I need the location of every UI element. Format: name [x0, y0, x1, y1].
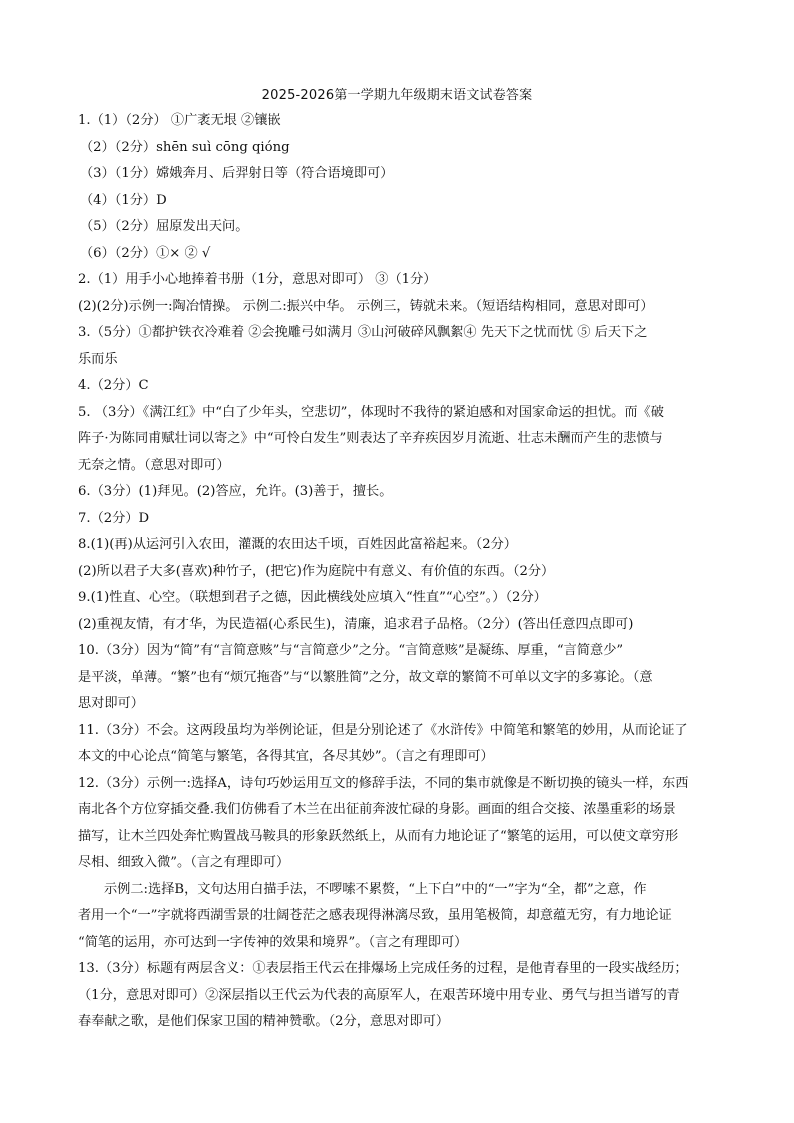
answer-line: （2）（2分）shēn suì cōng qióng: [80, 139, 290, 155]
document-title: 2025-2026第一学期九年级期末语文试卷答案: [261, 88, 533, 103]
answer-line: （1分，意思对即可）②深层指以王代云为代表的高原军人，在艰苦环境中用专业、勇气与担当谱写的青: [78, 987, 680, 1003]
answer-line: 是平淡，单薄。“繁”也有“烦冗拖沓”与“以繁胜简”之分，故文章的繁简不可单以文字的多寡论。（意: [78, 669, 653, 685]
answer-line: (2)重视友情，有才华，为民造福(心系民生)，清廉，追求君子品格。（2分）(答出任意四点即可): [78, 616, 634, 632]
answer-line: 思对即可）: [78, 696, 144, 711]
answer-line: 春奉献之歌，是他们保家卫国的精神赞歌。（2分，意思对即可）: [78, 1014, 450, 1029]
answer-line: 南北各个方位穿插交叠.我们仿佛看了木兰在出征前奔波忙碌的身影。画面的组合交接、浓墨重彩的场景: [78, 802, 676, 817]
answer-line: 示例二:选择B，文句达用白描手法，不啰嗦不累赘，“上下白”中的“一”字为“全，都”之意，作: [104, 881, 647, 897]
answer-line: 7.（2分）D: [78, 510, 150, 526]
answer-line: 12.（3分）示例一:选择A，诗句巧妙运用互文的修辞手法，不同的集市就像是不断切换的镜头一样，东西: [78, 775, 689, 791]
answer-line: 6.（3分）(1)拜见。(2)答应，允许。(3)善于，擅长。: [78, 484, 393, 499]
answer-line: 1.（1）（2分） ①广袤无垠 ②镶嵌: [78, 113, 281, 128]
answer-line: 2.（1）用手小心地捧着书册（1分，意思对即可） ③（1分）: [78, 272, 437, 287]
answer-line: 11.（3分）不会。这两段虽均为举例论证，但是分别论述了《水浒传》中简笔和繁笔的妙用，从而论证了: [78, 722, 688, 738]
answer-line: 13.（3分）标题有两层含义：①表层指王代云在排爆场上完成任务的过程，是他青春里的一段实战经历；: [78, 961, 688, 976]
answer-line: 9.(1)性直、心空。（联想到君子之德，因此横线处应填入“性直”“心空”。）（2分）: [78, 590, 547, 605]
answer-line: （3）（1分）嫦娥奔月、后羿射日等（符合语境即可）: [80, 166, 394, 181]
answer-content: [78, 108, 728, 1036]
answer-line: 无奈之情。（意思对即可）: [78, 457, 230, 473]
answer-line: “简笔的运用，亦可达到一字传神的效果和境界”。（言之有理即可）: [78, 934, 468, 950]
answer-line: (2)(2分)示例一:陶冶情操。 示例二:振兴中华。 示例三，铸就未来。（短语结构相同，意思对即可）: [78, 298, 654, 314]
answer-line: 本文的中心论点“简笔与繁笔，各得其宜，各尽其妙”。（言之有理即可）: [78, 749, 494, 764]
answer-line: 10.（3分）因为“简”有“言简意赅”与“言简意少”之分。“言简意赅”是凝练、厚重，“言简意少”: [78, 643, 624, 658]
answer-line: 描写，让木兰四处奔忙购置战马鞍具的形象跃然纸上，从而有力地论证了“繁笔的运用，可以使文章穷形: [78, 828, 679, 844]
answer-line: （4）（1分）D: [80, 192, 167, 208]
answer-line: 乐而乐: [78, 351, 118, 367]
answer-line: 3.（5分）①都护铁衣冷难着 ②会挽雕弓如满月 ③山河破碎风飘絮④ 先天下之忧而忧 ⑤ 后天下之: [78, 325, 648, 340]
answer-line: （6）（2分）①× ② √: [80, 245, 211, 261]
answer-line: (2)所以君子大多(喜欢)种竹子，(把它)作为庭院中有意义、有价值的东西。（2分）: [78, 563, 555, 579]
answer-line: 8.(1)(再)从运河引入农田，灌溉的农田达千顷，百姓因此富裕起来。（2分）: [78, 537, 517, 552]
answer-line: 阵子·为陈同甫赋壮词以寄之》中“可怜白发生”则表达了辛弃疾因岁月流逝、壮志未酬而产生的悲愤与: [78, 431, 663, 446]
answer-line: （5）（2分）屈原发出天问。: [80, 219, 249, 234]
answer-line: 4.（2分）C: [78, 378, 149, 393]
answer-line: 尽相、细致入微”。（言之有理即可）: [78, 855, 290, 870]
answer-line: 5. （3分）《满江红》中“白了少年头，空悲切”，体现时不我待的紧迫感和对国家命运的担忧。而《破: [78, 404, 664, 420]
answer-line: 者用一个“一”字就将西湖雪景的壮阔苍茫之感表现得淋漓尽致，虽用笔极简，却意蕴无穷，有力地论证: [78, 908, 672, 923]
